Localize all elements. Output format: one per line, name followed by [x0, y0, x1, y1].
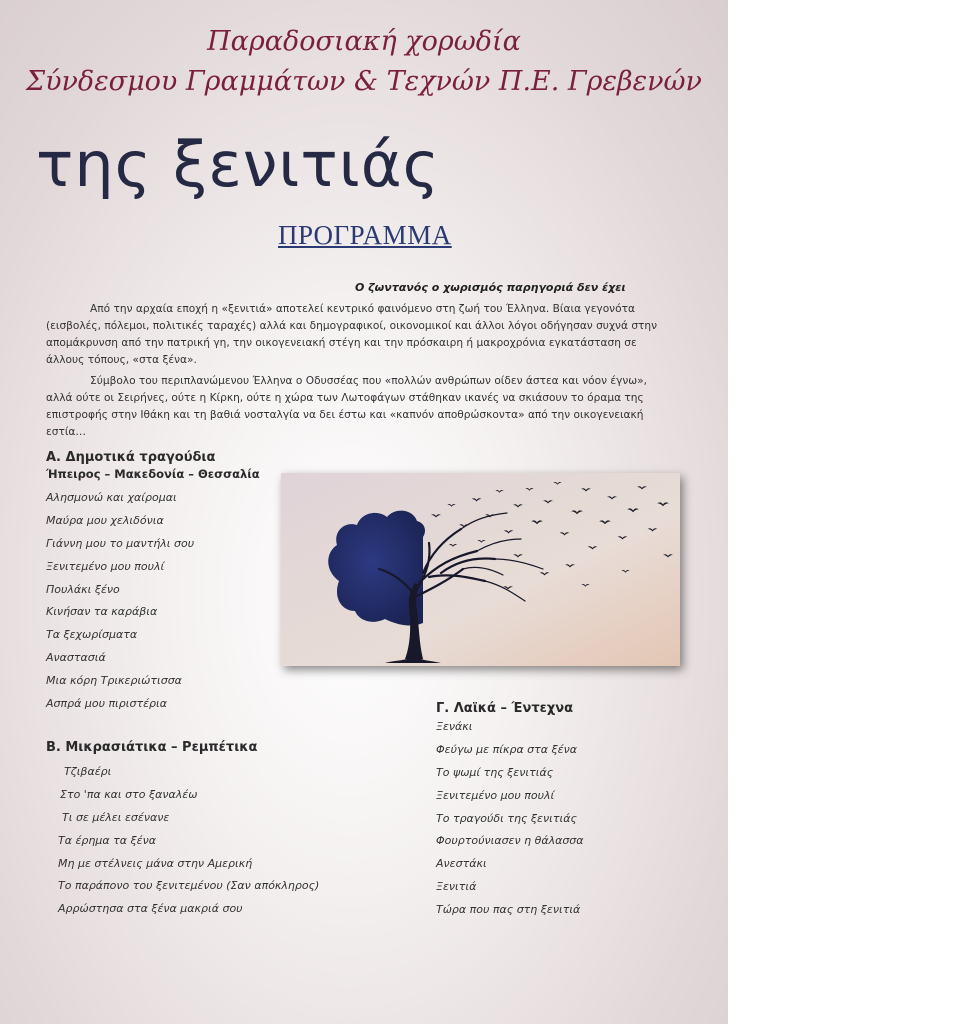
section-c-song-list: [436, 716, 584, 922]
section-c-heading: Γ. Λαϊκά – Έντεχνα: [436, 701, 574, 716]
song-item: Μια κόρη Τρικεριώτισσα: [46, 674, 182, 688]
section-a-heading: Α. Δημοτικά τραγούδια: [46, 450, 216, 465]
section-a-subheading: Ήπειρος – Μακεδονία – Θεσσαλία: [46, 467, 260, 481]
song-item: Ξενάκι: [436, 720, 473, 733]
song-item: Ξενιτεμένο μου πουλί: [436, 788, 555, 802]
song-item: Τα έρημα τα ξένα: [58, 833, 156, 847]
song-item: Στο 'πα και στο ξαναλέω: [60, 787, 198, 801]
choir-header: [0, 22, 728, 102]
intro-paragraph-1-text: Από την αρχαία εποχή η «ξενιτιά» αποτελεί κεντρικό φαινόμενο στη ζωή του Έλληνα. Βίαια γεγονότα (εισβολές, πόλεμοι, πολιτικές ταραχές) αλλά και δημογραφικοί, οικονομικοί και άλλοι λόγοι οδήγησαν συχνά στην απομάκρυνση από την πατρική γη, την οικογενειακή στέγη και την πρόσκαιρη ή μακροχρόνια εγκατάσταση σε άλλους τόπους, «στα ξένα».: [46, 303, 658, 366]
song-item: Ξενιτιά: [436, 880, 477, 894]
song-item: Φουρτούνιασεν η θάλασσα: [436, 834, 584, 848]
song-item: Το τραγούδι της ξενιτιάς: [436, 811, 577, 825]
song-item: Μη με στέλνεις μάνα στην Αμερική: [58, 856, 253, 870]
tree-birds-image: [281, 473, 680, 666]
song-item: Αλησμονώ και χαίρομαι: [46, 491, 177, 504]
header-line-1: Παραδοσιακή χορωδία: [207, 26, 521, 57]
intro-subtitle: Ο ζωντανός ο χωρισμός παρηγοριά δεν έχει: [355, 281, 626, 294]
program-heading: ΠΡΟΓΡΑΜΜΑ: [278, 220, 452, 250]
song-item: Φεύγω με πίκρα στα ξένα: [436, 742, 578, 756]
song-item: Τζιβαέρι: [64, 765, 112, 778]
song-item: Το ψωμί της ξενιτιάς: [436, 765, 554, 779]
event-title: της ξενιτιάς: [36, 128, 440, 201]
header-line-2: Σύνδεσμου Γραμμάτων & Τεχνών Π.Ε. Γρεβενών: [26, 66, 702, 97]
song-item: Γιάννη μου το μαντήλι σου: [46, 536, 195, 550]
song-item: Τώρα που πας στη ξενιτιά: [436, 903, 581, 917]
song-item: Αναστασιά: [46, 651, 106, 665]
song-item: Ανεστάκι: [436, 857, 487, 871]
section-a-song-list: [46, 487, 194, 716]
song-item: Τα ξεχωρίσματα: [46, 628, 138, 642]
section-b-song-list: [56, 761, 319, 921]
song-item: Μαύρα μου χελιδόνια: [46, 513, 164, 527]
intro-paragraph-2-text: Σύμβολο του περιπλανώμενου Έλληνα ο Οδυσσέας που «πολλών ανθρώπων οίδεν άστεα και νόον έγνω», αλλά ούτε οι Σειρήνες, ούτε η Κίρκη, ούτε η χώρα των Λωτοφάγων στάθηκαν ικανές να σκιάσουν το όραμα της επιστροφής στην Ιθάκη και τη βαθιά νοσταλγία να δει έστω και «καπνόν αποθρώσκοντα» από την οικογενειακή εστία…: [46, 375, 648, 438]
song-item: Κινήσαν τα καράβια: [46, 605, 158, 619]
song-item: Το παράπονο του ξενιτεμένου (Σαν απόκληρος): [58, 879, 320, 893]
song-item: Ξενιτεμένο μου πουλί: [46, 559, 165, 573]
tree-birds-illustration: [281, 473, 680, 666]
song-item: Πουλάκι ξένο: [46, 582, 120, 596]
song-item: Αρρώστησα στα ξένα μακριά σου: [58, 902, 243, 916]
song-item: Τι σε μέλει εσένανε: [62, 810, 170, 824]
section-b-heading: Β. Μικρασιάτικα – Ρεμπέτικα: [46, 740, 258, 755]
intro-paragraph-1: [46, 301, 676, 369]
intro-paragraph-2: [46, 373, 676, 441]
song-item: Ασπρά μου πιριστέρια: [46, 697, 167, 711]
